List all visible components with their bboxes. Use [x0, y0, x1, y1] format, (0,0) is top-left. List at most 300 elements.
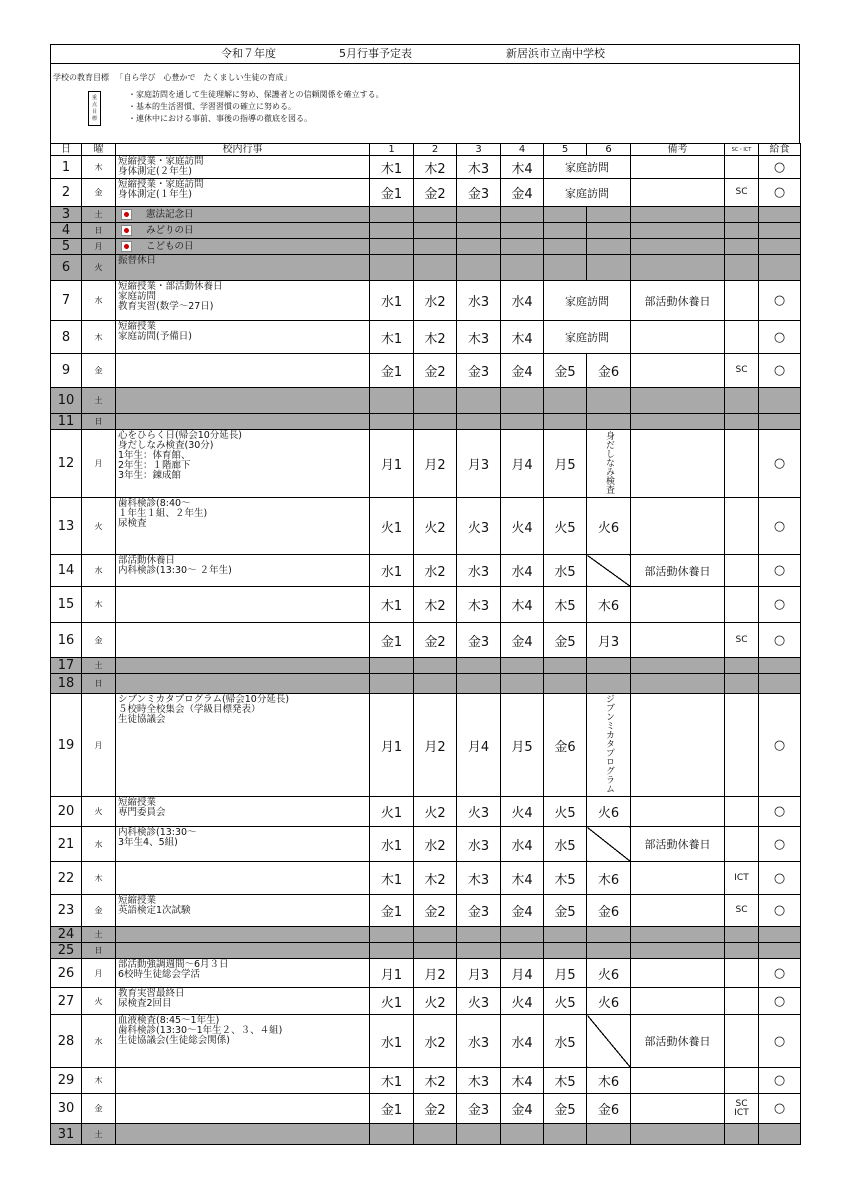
- lunch: [759, 239, 801, 255]
- period-6: [587, 674, 631, 694]
- sc-ict: [725, 797, 759, 827]
- focus-list: [128, 89, 384, 125]
- period-6-vertical-text: 身だしなみ検査: [604, 430, 614, 494]
- events-cell: 短縮授業 家庭訪問(予備日): [116, 321, 370, 354]
- period-3: 木3: [457, 1068, 501, 1094]
- weekday: 日: [82, 223, 116, 239]
- period-6: [587, 927, 631, 943]
- lunch: ○: [759, 1094, 801, 1124]
- day-row: [51, 1094, 801, 1124]
- period-6: 月3: [587, 623, 631, 658]
- col-period-4: 4: [501, 144, 544, 156]
- day-number: 25: [51, 943, 82, 959]
- period-4: 月5: [501, 694, 544, 797]
- period-3: [457, 943, 501, 959]
- period-3: 月4: [457, 694, 501, 797]
- period-1: [370, 255, 414, 281]
- events-cell: [116, 587, 370, 623]
- period-4: [501, 674, 544, 694]
- period-2: [414, 943, 457, 959]
- weekday: 水: [82, 555, 116, 587]
- period-5: 木5: [544, 862, 587, 895]
- day-number: 31: [51, 1124, 82, 1145]
- period-1: 火1: [370, 498, 414, 555]
- day-row: [51, 1124, 801, 1145]
- events-cell: シブンミカタプログラム(帰会10分延長) ５校時全校集会（学級目標発表） 生徒協議会: [116, 694, 370, 797]
- events-cell: 心をひらく日(帰会10分延長) 身だしなみ検査(30分) 1年生：体育館、 2年生：１階廊下 3年生：錬成館: [116, 430, 370, 498]
- sc-ict: [725, 927, 759, 943]
- sc-ict: [725, 555, 759, 587]
- day-number: 13: [51, 498, 82, 555]
- fiscal-year: 令和７年度: [221, 47, 276, 60]
- period-4: 水4: [501, 1015, 544, 1068]
- period-4: 水4: [501, 555, 544, 587]
- day-row: [51, 239, 801, 255]
- notes: 部活動休養日: [631, 555, 725, 587]
- holiday-name: 憲法記念日: [146, 209, 194, 220]
- period-3: [457, 255, 501, 281]
- events-cell: [116, 943, 370, 959]
- day-row: [51, 255, 801, 281]
- period-1: 水1: [370, 827, 414, 862]
- lunch: ○: [759, 587, 801, 623]
- day-row: [51, 179, 801, 207]
- sc-ict: [725, 281, 759, 321]
- lunch: ○: [759, 827, 801, 862]
- period-4: 火4: [501, 498, 544, 555]
- period-6-empty: [587, 827, 631, 862]
- period-4: [501, 239, 544, 255]
- events-cell: 教育実習最終日 尿検査2回目: [116, 988, 370, 1015]
- period-6: [587, 255, 631, 281]
- period-1: 金1: [370, 179, 414, 207]
- period-3: 火3: [457, 988, 501, 1015]
- period-3: 水3: [457, 281, 501, 321]
- period-5: [544, 658, 587, 674]
- period-5: 金5: [544, 354, 587, 388]
- sc-ict: [725, 1124, 759, 1145]
- day-row: [51, 281, 801, 321]
- period-1: 月1: [370, 694, 414, 797]
- day-row: [51, 388, 801, 414]
- col-day: 日: [51, 144, 82, 156]
- period-3: [457, 414, 501, 430]
- period-6: [587, 388, 631, 414]
- notes: [631, 354, 725, 388]
- day-row: [51, 498, 801, 555]
- holiday-name: みどりの日: [146, 225, 194, 236]
- period-5: 月5: [544, 430, 587, 498]
- period-5: [544, 1124, 587, 1145]
- period-4: [501, 414, 544, 430]
- notes: [631, 156, 725, 179]
- notes: [631, 255, 725, 281]
- events-cell: [116, 623, 370, 658]
- period-2: 水2: [414, 1015, 457, 1068]
- col-sc-ict: SC・ICT: [725, 144, 759, 156]
- events-cell: 血液検査(8:45～1年生) 歯科検診(13:30～1年生２、３、４組) 生徒協議会(生徒総会関係): [116, 1015, 370, 1068]
- period-5: 火5: [544, 498, 587, 555]
- period-6: [587, 943, 631, 959]
- period-6: 木6: [587, 862, 631, 895]
- period-4: 火4: [501, 797, 544, 827]
- day-number: 4: [51, 223, 82, 239]
- weekday: 土: [82, 388, 116, 414]
- period-3: 水3: [457, 827, 501, 862]
- day-row: [51, 1068, 801, 1094]
- notes: [631, 862, 725, 895]
- day-number: 28: [51, 1015, 82, 1068]
- period-2: [414, 674, 457, 694]
- period-2: 金2: [414, 1094, 457, 1124]
- weekday: 木: [82, 321, 116, 354]
- period-1: [370, 927, 414, 943]
- col-lunch: 給食: [759, 144, 801, 156]
- period-5: [544, 223, 587, 239]
- period-5: 水5: [544, 827, 587, 862]
- events-cell: 歯科検診(8:40～ １年生１組、２年生) 尿検査: [116, 498, 370, 555]
- sc-ict: [725, 1068, 759, 1094]
- period-3: 木3: [457, 321, 501, 354]
- col-period-5: 5: [544, 144, 587, 156]
- weekday: 土: [82, 1124, 116, 1145]
- day-number: 1: [51, 156, 82, 179]
- sc-ict: [725, 988, 759, 1015]
- col-events: 校内行事: [116, 144, 370, 156]
- period-1: 金1: [370, 354, 414, 388]
- events-cell: 振替休日: [116, 255, 370, 281]
- day-number: 18: [51, 674, 82, 694]
- lunch: ○: [759, 895, 801, 927]
- events-cell: [116, 239, 370, 255]
- lunch: ○: [759, 321, 801, 354]
- notes: [631, 895, 725, 927]
- motto-text: 「自ら学び 心豊かで たくましい生徒の育成」: [115, 73, 292, 82]
- period-3: 火3: [457, 797, 501, 827]
- lunch: ○: [759, 179, 801, 207]
- header-row: [51, 144, 801, 156]
- focus-item: ・連休中における事前、事後の指導の徹底を図る。: [128, 114, 312, 123]
- lunch: ○: [759, 1015, 801, 1068]
- focus-item: ・基本的生活習慣、学習習慣の確立に努める。: [128, 102, 296, 111]
- period-4: 木4: [501, 862, 544, 895]
- day-row: [51, 895, 801, 927]
- lunch: [759, 207, 801, 223]
- period-4: 金4: [501, 895, 544, 927]
- events-cell: [116, 658, 370, 674]
- period-1: 水1: [370, 1015, 414, 1068]
- period-2: [414, 207, 457, 223]
- period-6: 火6: [587, 959, 631, 988]
- day-row: [51, 1015, 801, 1068]
- notes: [631, 239, 725, 255]
- period-6: 金6: [587, 354, 631, 388]
- day-number: 14: [51, 555, 82, 587]
- period-1: 火1: [370, 797, 414, 827]
- period-2: 木2: [414, 156, 457, 179]
- events-cell: 部活動休養日 内科検診(13:30～ ２年生): [116, 555, 370, 587]
- period-5: 火5: [544, 797, 587, 827]
- day-number: 7: [51, 281, 82, 321]
- sc-ict: [725, 430, 759, 498]
- sc-ict: [725, 156, 759, 179]
- lunch: ○: [759, 623, 801, 658]
- period-1: 木1: [370, 1068, 414, 1094]
- period-6: [587, 694, 631, 797]
- day-number: 6: [51, 255, 82, 281]
- period-5: [544, 388, 587, 414]
- period-2: 水2: [414, 555, 457, 587]
- weekday: 水: [82, 827, 116, 862]
- period-4: 火4: [501, 988, 544, 1015]
- period-3: 水3: [457, 555, 501, 587]
- day-row: [51, 694, 801, 797]
- focus-label: 重 点 目 標: [88, 91, 101, 126]
- lunch: [759, 414, 801, 430]
- period-1: 木1: [370, 587, 414, 623]
- education-goals: [50, 63, 800, 143]
- sc-ict: SC: [725, 354, 759, 388]
- period-3: 木3: [457, 587, 501, 623]
- period-6: 木6: [587, 1068, 631, 1094]
- weekday: 水: [82, 1015, 116, 1068]
- day-row: [51, 414, 801, 430]
- day-number: 15: [51, 587, 82, 623]
- notes: [631, 207, 725, 223]
- period-2: 火2: [414, 498, 457, 555]
- period-6: 火6: [587, 797, 631, 827]
- sc-ict: [725, 658, 759, 674]
- lunch: ○: [759, 1068, 801, 1094]
- day-number: 2: [51, 179, 82, 207]
- period-4: 金4: [501, 179, 544, 207]
- events-cell: 短縮授業・部活動休養日 家庭訪問 教育実習(数学～27日): [116, 281, 370, 321]
- period-1: 火1: [370, 988, 414, 1015]
- notes: [631, 179, 725, 207]
- lunch: ○: [759, 959, 801, 988]
- lunch: ○: [759, 797, 801, 827]
- schedule-table: [50, 143, 801, 1145]
- lunch: ○: [759, 354, 801, 388]
- sc-ict: [725, 959, 759, 988]
- day-row: [51, 943, 801, 959]
- period-2: 木2: [414, 1068, 457, 1094]
- period-2: 火2: [414, 797, 457, 827]
- period-6-empty: [587, 1015, 631, 1068]
- events-cell: [116, 1068, 370, 1094]
- events-cell: 短縮授業 英語検定1次試験: [116, 895, 370, 927]
- col-notes: 備考: [631, 144, 725, 156]
- lunch: [759, 658, 801, 674]
- period-3: [457, 674, 501, 694]
- period-1: 水1: [370, 281, 414, 321]
- notes: [631, 927, 725, 943]
- day-row: [51, 959, 801, 988]
- day-row: [51, 658, 801, 674]
- lunch: ○: [759, 281, 801, 321]
- day-number: 10: [51, 388, 82, 414]
- period-6: 金6: [587, 895, 631, 927]
- period-4: 木4: [501, 321, 544, 354]
- events-cell: [116, 223, 370, 239]
- notes: [631, 321, 725, 354]
- day-number: 21: [51, 827, 82, 862]
- notes: 部活動休養日: [631, 281, 725, 321]
- weekday: 日: [82, 674, 116, 694]
- day-number: 17: [51, 658, 82, 674]
- notes: [631, 943, 725, 959]
- weekday: 土: [82, 927, 116, 943]
- period-5: [544, 207, 587, 223]
- sc-ict: [725, 674, 759, 694]
- sc-ict: [725, 694, 759, 797]
- events-cell: 短縮授業・家庭訪問 身体測定(１年生): [116, 179, 370, 207]
- weekday: 金: [82, 623, 116, 658]
- weekday: 土: [82, 658, 116, 674]
- notes: [631, 587, 725, 623]
- motto-label: 学校の教育目標: [53, 73, 109, 82]
- lunch: ○: [759, 694, 801, 797]
- day-row: [51, 430, 801, 498]
- period-4: [501, 1124, 544, 1145]
- period-5-6-merged: 家庭訪問: [544, 281, 631, 321]
- period-2: 金2: [414, 179, 457, 207]
- motto-line: [53, 72, 292, 83]
- period-4: 木4: [501, 156, 544, 179]
- events-cell: [116, 207, 370, 223]
- period-2: [414, 927, 457, 943]
- period-3: 金3: [457, 354, 501, 388]
- col-period-3: 3: [457, 144, 501, 156]
- period-1: 金1: [370, 623, 414, 658]
- notes: [631, 498, 725, 555]
- day-row: [51, 927, 801, 943]
- national-flag-icon: [121, 225, 132, 236]
- holiday-name: こどもの日: [146, 241, 194, 252]
- period-5: 火5: [544, 988, 587, 1015]
- day-number: 16: [51, 623, 82, 658]
- weekday: 火: [82, 797, 116, 827]
- weekday: 水: [82, 281, 116, 321]
- day-number: 30: [51, 1094, 82, 1124]
- weekday: 日: [82, 414, 116, 430]
- period-3: 水3: [457, 1015, 501, 1068]
- period-4: [501, 223, 544, 239]
- events-cell: 内科検診(13:30～ 3年生4、5組): [116, 827, 370, 862]
- col-period-1: 1: [370, 144, 414, 156]
- period-4: [501, 943, 544, 959]
- period-2: [414, 658, 457, 674]
- weekday: 木: [82, 156, 116, 179]
- day-number: 3: [51, 207, 82, 223]
- lunch: [759, 223, 801, 239]
- weekday: 火: [82, 498, 116, 555]
- day-number: 8: [51, 321, 82, 354]
- period-2: 木2: [414, 587, 457, 623]
- day-number: 12: [51, 430, 82, 498]
- period-5: 木5: [544, 587, 587, 623]
- period-2: 木2: [414, 862, 457, 895]
- period-3: [457, 927, 501, 943]
- events-cell: 部活動強調週間～6月３日 6校時生徒総会学活: [116, 959, 370, 988]
- col-weekday: 曜: [82, 144, 116, 156]
- period-2: 水2: [414, 281, 457, 321]
- notes: [631, 694, 725, 797]
- notes: [631, 1124, 725, 1145]
- weekday: 月: [82, 239, 116, 255]
- notes: 部活動休養日: [631, 1015, 725, 1068]
- period-3: 金3: [457, 895, 501, 927]
- period-6: [587, 223, 631, 239]
- events-cell: [116, 1124, 370, 1145]
- period-6: 木6: [587, 587, 631, 623]
- events-cell: [116, 388, 370, 414]
- day-number: 27: [51, 988, 82, 1015]
- national-flag-icon: [121, 241, 132, 252]
- period-3: [457, 223, 501, 239]
- sc-ict: [725, 943, 759, 959]
- notes: [631, 959, 725, 988]
- period-5-6-merged: 家庭訪問: [544, 179, 631, 207]
- period-5-6-merged: 家庭訪問: [544, 156, 631, 179]
- weekday: 金: [82, 895, 116, 927]
- weekday: 火: [82, 988, 116, 1015]
- sc-ict: [725, 321, 759, 354]
- period-1: [370, 414, 414, 430]
- period-2: 水2: [414, 827, 457, 862]
- period-4: 木4: [501, 1068, 544, 1094]
- day-row: [51, 674, 801, 694]
- lunch: ○: [759, 430, 801, 498]
- sc-ict: SC: [725, 179, 759, 207]
- period-2: 月2: [414, 959, 457, 988]
- weekday: 木: [82, 587, 116, 623]
- period-1: 金1: [370, 895, 414, 927]
- period-3: 木3: [457, 156, 501, 179]
- period-3: [457, 1124, 501, 1145]
- period-5: 月5: [544, 959, 587, 988]
- period-2: [414, 223, 457, 239]
- day-row: [51, 587, 801, 623]
- period-4: 金4: [501, 354, 544, 388]
- events-cell: [116, 354, 370, 388]
- period-2: [414, 1124, 457, 1145]
- notes: [631, 430, 725, 498]
- day-number: 11: [51, 414, 82, 430]
- period-6-vertical-text: ジブンミカタプログラム: [604, 694, 614, 793]
- period-1: 木1: [370, 862, 414, 895]
- day-row: [51, 555, 801, 587]
- day-row: [51, 827, 801, 862]
- period-2: [414, 414, 457, 430]
- day-row: [51, 207, 801, 223]
- period-5: [544, 943, 587, 959]
- period-4: [501, 658, 544, 674]
- period-5: [544, 927, 587, 943]
- lunch: ○: [759, 862, 801, 895]
- lunch: [759, 674, 801, 694]
- notes: [631, 623, 725, 658]
- sc-ict: [725, 223, 759, 239]
- period-1: [370, 943, 414, 959]
- period-5: 金5: [544, 623, 587, 658]
- day-number: 26: [51, 959, 82, 988]
- day-row: [51, 862, 801, 895]
- period-4: [501, 255, 544, 281]
- weekday: 金: [82, 354, 116, 388]
- period-6-empty: [587, 555, 631, 587]
- period-4: [501, 388, 544, 414]
